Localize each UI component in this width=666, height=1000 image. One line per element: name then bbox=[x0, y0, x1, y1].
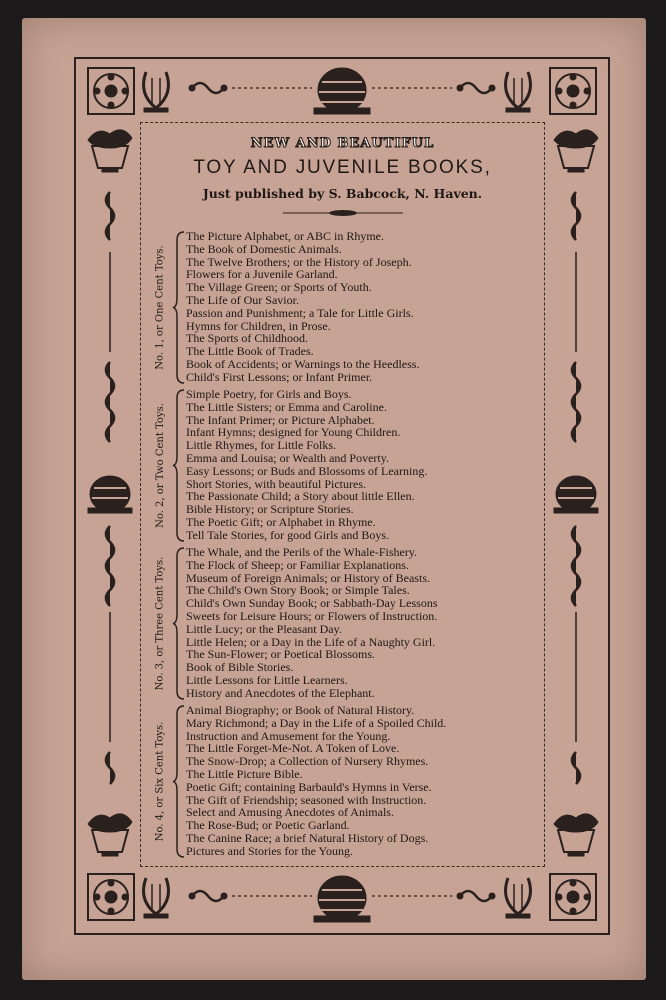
rosette-icon bbox=[550, 68, 596, 114]
rosette-icon bbox=[550, 874, 596, 920]
brace-icon bbox=[172, 546, 186, 701]
book-group-two-cent bbox=[150, 388, 540, 543]
book-group-one-cent bbox=[150, 230, 540, 385]
book-title: Pictures and Stories for the Young. bbox=[186, 843, 353, 858]
book-title: The Gift of Friendship; seasoned with Instruction. bbox=[186, 792, 427, 807]
lyre-icon bbox=[506, 878, 531, 918]
book-title: Little Lessons for Little Learners. bbox=[186, 672, 348, 687]
brace-icon bbox=[172, 704, 186, 859]
beehive-icon bbox=[554, 476, 598, 513]
flower-basket-icon bbox=[554, 814, 598, 856]
book-title: Flowers for a Juvenile Garland. bbox=[186, 267, 338, 282]
book-title: The Sports of Childhood. bbox=[186, 331, 308, 346]
book-title: Little Helen; or a Day in the Life of a Naughty Girl. bbox=[186, 634, 436, 649]
book-list bbox=[186, 388, 427, 542]
book-title: The Passionate Child; a Story about little Ellen. bbox=[186, 489, 415, 504]
book-title: Hymns for Children, in Prose. bbox=[186, 318, 331, 333]
book-title: Instruction and Amusement for the Young. bbox=[186, 728, 391, 743]
scroll-icon bbox=[189, 83, 227, 93]
scroll-icon bbox=[457, 83, 495, 93]
right-ornament-column bbox=[546, 122, 606, 868]
book-title: The Sun-Flower; or Poetical Blossoms. bbox=[186, 647, 375, 662]
rosette-icon bbox=[88, 874, 134, 920]
book-title: Little Rhymes, for Little Folks. bbox=[186, 438, 336, 453]
rosette-icon bbox=[88, 68, 134, 114]
book-list bbox=[186, 546, 437, 700]
book-title: Museum of Foreign Animals; or History of Beasts. bbox=[186, 570, 430, 585]
group-label: No. 1, or One Cent Toys. bbox=[154, 245, 166, 370]
book-title: Animal Biography; or Book of Natural History. bbox=[186, 703, 415, 717]
book-title: Bible History; or Scripture Stories. bbox=[186, 502, 354, 517]
book-title: Short Stories, with beautiful Pictures. bbox=[186, 476, 366, 491]
scroll-icon bbox=[457, 891, 495, 901]
book-title: Book of Accidents; or Warnings to the Heedless. bbox=[186, 356, 420, 371]
book-title: Sweets for Leisure Hours; or Flowers of Instruction. bbox=[186, 608, 438, 623]
header-kicker: NEW AND BEAUTIFUL bbox=[250, 136, 435, 151]
book-title: The Little Sisters; or Emma and Caroline. bbox=[186, 399, 387, 414]
beehive-icon bbox=[314, 876, 370, 922]
book-title: Select and Amusing Anecdotes of Animals. bbox=[186, 805, 394, 820]
book-list bbox=[186, 704, 446, 858]
book-title: Simple Poetry, for Girls and Boys. bbox=[186, 387, 352, 401]
publisher-line: Just published by S. Babcock, N. Haven. bbox=[202, 186, 483, 201]
page-title: TOY AND JUVENILE BOOKS, bbox=[193, 157, 492, 178]
book-title: The Picture Alphabet, or ABC in Rhyme. bbox=[186, 229, 384, 243]
flower-basket-icon bbox=[88, 130, 132, 172]
lyre-icon bbox=[144, 72, 169, 112]
book-title: Infant Hymns; designed for Young Children. bbox=[186, 425, 401, 440]
book-title: Little Lucy; or the Pleasant Day. bbox=[186, 621, 342, 636]
group-label: No. 3, or Three Cent Toys. bbox=[154, 556, 166, 691]
book-title: Easy Lessons; or Buds and Blossoms of Learning. bbox=[186, 463, 428, 478]
group-label: No. 2, or Two Cent Toys. bbox=[154, 403, 166, 528]
group-label: No. 4, or Six Cent Toys. bbox=[154, 721, 166, 842]
book-title: History and Anecdotes of the Elephant. bbox=[186, 685, 375, 700]
book-group-six-cent bbox=[150, 704, 540, 859]
scroll-icon bbox=[189, 891, 227, 901]
top-ornament-band bbox=[76, 60, 608, 124]
book-list bbox=[186, 230, 419, 384]
book-title: The Snow-Drop; a Collection of Nursery Rhymes. bbox=[186, 754, 429, 769]
divider-ornament bbox=[283, 208, 403, 218]
book-title: The Little Book of Trades. bbox=[186, 344, 314, 359]
book-title: Emma and Louisa; or Wealth and Poverty. bbox=[186, 450, 389, 465]
brace-icon bbox=[172, 230, 186, 385]
book-title: Passion and Punishment; a Tale for Little Girls. bbox=[186, 305, 414, 320]
book-title: Mary Richmond; a Day in the Life of a Spoiled Child. bbox=[186, 715, 447, 730]
book-title: The Infant Primer; or Picture Alphabet. bbox=[186, 412, 375, 427]
book-title: Child's First Lessons; or Infant Primer. bbox=[186, 369, 373, 384]
book-title: The Twelve Brothers; or the History of Joseph. bbox=[186, 254, 412, 269]
beehive-icon bbox=[88, 476, 132, 513]
book-title: The Rose-Bud; or Poetic Garland. bbox=[186, 818, 350, 833]
left-ornament-column bbox=[80, 122, 140, 868]
flower-basket-icon bbox=[88, 814, 132, 856]
book-title: The Poetic Gift; or Alphabet in Rhyme. bbox=[186, 514, 376, 529]
book-title: The Child's Own Story Book; or Simple Tales. bbox=[186, 583, 410, 598]
book-group-three-cent bbox=[150, 546, 540, 701]
book-title: Book of Bible Stories. bbox=[186, 660, 294, 675]
book-title: The Village Green; or Sports of Youth. bbox=[186, 280, 372, 295]
book-title: Tell Tale Stories, for good Girls and Boys. bbox=[186, 527, 390, 542]
beehive-icon bbox=[314, 68, 370, 114]
book-title: The Book of Domestic Animals. bbox=[186, 241, 342, 256]
book-title: The Flock of Sheep; or Familiar Explanations. bbox=[186, 557, 409, 572]
lyre-icon bbox=[144, 878, 169, 918]
book-title: Child's Own Sunday Book; or Sabbath-Day Lessons bbox=[186, 596, 438, 611]
book-title: The Little Picture Bible. bbox=[186, 766, 303, 781]
brace-icon bbox=[172, 388, 186, 543]
book-title: The Little Forget-Me-Not. A Token of Love. bbox=[186, 741, 400, 756]
book-title: The Whale, and the Perils of the Whale-Fishery. bbox=[186, 545, 418, 559]
book-title: The Life of Our Savior. bbox=[186, 292, 299, 307]
book-title: Poetic Gift; containing Barbauld's Hymns in Verse. bbox=[186, 779, 432, 794]
lyre-icon bbox=[506, 72, 531, 112]
flower-basket-icon bbox=[554, 130, 598, 172]
bottom-ornament-band bbox=[76, 866, 608, 930]
book-title: The Canine Race; a brief Natural History of Dogs. bbox=[186, 830, 429, 845]
